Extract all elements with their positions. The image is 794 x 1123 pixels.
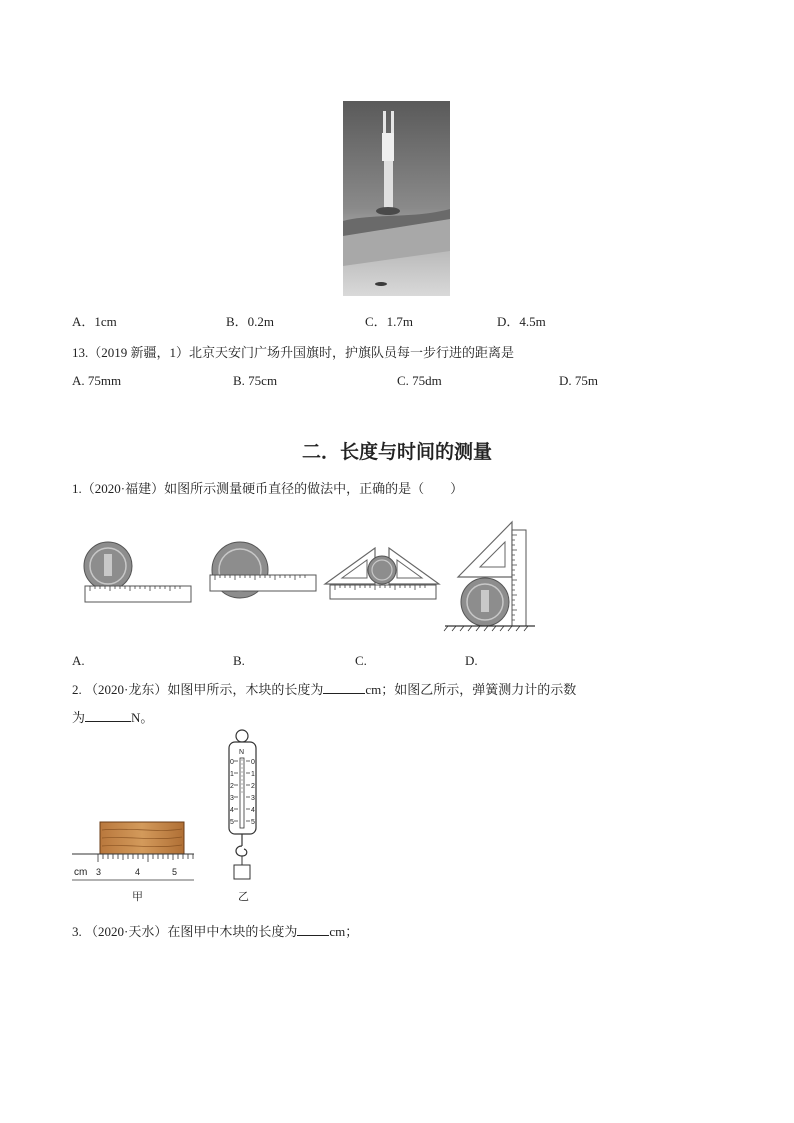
q2-line1-part-b: cm；如图乙所示，弹簧测力计的示数: [365, 682, 577, 697]
q1-option-b: B.: [233, 653, 245, 668]
q3-blank-length[interactable]: [297, 923, 329, 936]
scale-left-4: 4: [230, 807, 234, 814]
q12-option-d: D．4.5m: [497, 314, 546, 329]
q2-line1-part-a: 2. （2020·龙东）如图甲所示，木块的长度为: [72, 682, 324, 697]
q2-line2-part-b: N。: [131, 710, 154, 725]
scale-right-4: 4: [251, 807, 255, 814]
spring-scale-unit: N: [239, 749, 245, 756]
coin-figure-c: [325, 548, 439, 599]
q1-option-a: A.: [72, 653, 85, 668]
scale-right-5: 5: [251, 819, 255, 826]
q2-blank-length[interactable]: [323, 681, 365, 694]
scale-right-3: 3: [251, 795, 255, 802]
q13-option-a: A. 75mm: [72, 373, 122, 388]
scale-left-3: 3: [230, 795, 234, 802]
scale-left-5: 5: [230, 819, 234, 826]
q2-line2-part-a: 为: [72, 710, 86, 725]
q13-text: 13.（2019 新疆，1）北京天安门广场升国旗时，护旗队员每一步行进的距离是: [72, 345, 515, 360]
q3-text-part-b: cm；: [329, 924, 359, 939]
q3-text-part-a: 3. （2020·天水）在图甲中木块的长度为: [72, 924, 298, 939]
figure-jia-caption: 甲: [132, 891, 143, 903]
q1-option-c: C.: [355, 653, 367, 668]
q2-blank-force[interactable]: [85, 709, 131, 722]
ruler-tick-3: 3: [96, 867, 102, 877]
flag-guard-photo: [343, 101, 450, 296]
scale-right-1: 1: [251, 771, 255, 778]
section-title: 二．长度与时间的测量: [301, 441, 492, 463]
ruler-tick-5: 5: [172, 867, 178, 877]
q12-option-a: A．1cm: [72, 314, 117, 329]
coin-figure-d: [444, 522, 535, 631]
coin-figure-b: [210, 542, 316, 598]
q3-text: [72, 921, 358, 940]
q2-line2: [72, 707, 153, 726]
scale-left-2: 2: [230, 783, 234, 790]
figure-jia-block-ruler: [72, 818, 202, 908]
coin-measure-figures: [80, 520, 540, 640]
q12-option-c: C．1.7m: [365, 314, 414, 329]
ruler-tick-4: 4: [135, 867, 141, 877]
q1-text: 1.（2020·福建）如图所示测量硬币直径的做法中，正确的是（ ）: [72, 481, 464, 496]
figure-yi-spring-scale: [220, 728, 270, 906]
scale-left-0: 0: [230, 759, 234, 766]
scale-right-0: 0: [251, 759, 255, 766]
q1-option-d: D.: [465, 653, 478, 668]
q13-option-c: C. 75dm: [397, 373, 442, 388]
figure-yi-caption: 乙: [238, 891, 249, 903]
ruler-unit-label: cm: [74, 867, 88, 878]
q13-option-b: B. 75cm: [233, 373, 278, 388]
q12-option-b: B．0.2m: [226, 314, 275, 329]
coin-figure-a: [84, 542, 191, 602]
scale-left-1: 1: [230, 771, 234, 778]
q2-line1: [72, 679, 576, 698]
scale-right-2: 2: [251, 783, 255, 790]
hanging-weight: [234, 865, 250, 879]
q13-option-d: D. 75m: [559, 373, 598, 388]
